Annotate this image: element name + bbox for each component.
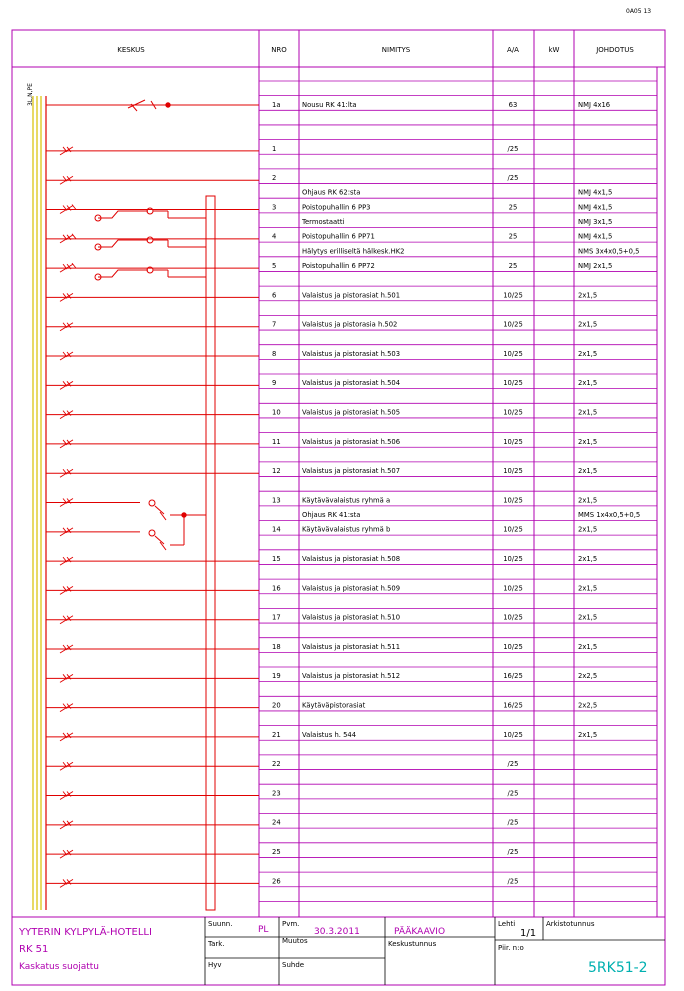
row-nimitys: Valaistus h. 544 [302,730,357,739]
row-aa: /25 [507,818,519,827]
row-johdotus: 2x1,5 [578,467,598,476]
row-johdotus: 2x2,5 [578,701,598,710]
row-nro: 23 [272,789,281,798]
row-aa: 10/25 [503,379,523,388]
row-nimitys: Valaistus ja pistorasiat h.506 [302,437,401,446]
sheet-code: 0A05 13 [626,8,652,15]
row-nimitys: Valaistus ja pistorasiat h.504 [302,379,401,388]
circuit-lines [46,147,259,888]
row-aa: 10/25 [503,291,523,300]
row-nimitys: Käytäväpistorasiat [302,701,366,710]
row-nimitys: Ohjaus RK 41:sta [302,511,361,519]
row-aa: 10/25 [503,320,523,329]
row-johdotus: NMJ 4x1,5 [578,188,613,197]
row-nro: 15 [272,554,281,563]
row-nro: 1a [272,100,281,109]
row-nimitys: Valaistus ja pistorasiat h.503 [302,349,401,358]
row-nimitys: Termostaatti [302,218,345,226]
row-nro: 10 [272,408,281,417]
row-nimitys: Valaistus ja pistorasiat h.510 [302,613,401,622]
row-nimitys: Ohjaus RK 62:sta [302,188,361,197]
row-texts [272,101,640,885]
row-aa: /25 [507,877,519,886]
row-aa: /25 [507,789,519,798]
row-aa: 10/25 [503,642,523,651]
row-johdotus: 2x1,5 [578,437,598,446]
row-johdotus: 2x1,5 [578,525,598,534]
row-nro: 20 [272,701,281,710]
row-johdotus: 2x1,5 [578,379,598,388]
header-kw: kW [548,46,560,54]
row-johdotus: 2x1,5 [578,613,598,622]
row-nro: 11 [272,437,281,446]
row-aa: 10/25 [503,613,523,622]
control-bus [206,196,215,910]
row-johdotus: 2x1,5 [578,408,598,417]
header-nro: NRO [271,46,287,54]
pvm-label: Pvm. [282,920,300,928]
row-johdotus: NMJ 4x1,5 [578,232,613,241]
row-aa: 10/25 [503,437,523,446]
row-aa: 25 [508,232,518,241]
suhde-label: Suhde [282,961,305,969]
row-johdotus: 2x1,5 [578,291,598,300]
hyv-label: Hyv [208,961,222,969]
drawing-number: 5RK51-2 [588,960,648,976]
row-nimitys: Hälytys erilliseltä hälkesk.HK2 [302,247,405,256]
row-nimitys: Poistopuhallin 6 PP72 [302,261,375,270]
muutos-label: Muutos [282,937,308,945]
row-aa: 10/25 [503,408,523,417]
row-johdotus: MMS 1x4x0,5+0,5 [578,511,641,519]
row-johdotus: 2x1,5 [578,349,598,358]
row-nro: 21 [272,730,281,739]
row-nro: 7 [272,320,277,329]
bus-bars [33,96,46,910]
row-johdotus: 2x1,5 [578,320,598,329]
pvm-value: 30.3.2011 [314,927,360,937]
row-johdotus: NMJ 3x1,5 [578,218,613,226]
row-nro: 1 [272,144,277,153]
row-nimitys: Valaistus ja pistorasiat h.501 [302,291,401,300]
row-aa: /25 [507,760,519,769]
row-nro: 18 [272,642,281,651]
row-aa: 10/25 [503,730,523,739]
row-aa: 63 [508,100,518,109]
row-aa: 10/25 [503,554,523,563]
row-aa: 16/25 [503,672,523,681]
row-nro: 16 [272,584,281,593]
drawing-subtitle: Kaskatus suojattu [19,962,99,972]
piir-label: Piir. n:o [498,944,524,952]
row-aa: 16/25 [503,701,523,710]
row-nimitys: Poistopuhallin 6 PP3 [302,203,371,212]
row-johdotus: 2x1,5 [578,584,598,593]
lehti-label: Lehti [498,920,516,928]
title-block [12,917,665,985]
row-aa: 10/25 [503,467,523,476]
drawing-title: PÄÄKAAVIO [394,927,446,937]
row-nro: 24 [272,818,281,827]
row-johdotus: 2x1,5 [578,554,598,563]
row-nimitys: Valaistus ja pistorasia h.502 [302,320,398,329]
row-nimitys: Käytävävalaistus ryhmä a [302,496,391,505]
row-johdotus: 2x1,5 [578,730,598,739]
lehti-value: 1/1 [520,928,537,939]
suunn-label: Suunn. [208,920,233,928]
row-aa: 10/25 [503,584,523,593]
incoming-feeder [46,100,259,111]
row-johdotus: NMJ 2x1,5 [578,261,613,270]
row-nro: 5 [272,261,277,270]
project-name: YYTERIN KYLPYLÄ-HOTELLI [19,927,152,938]
row-nimitys: Nousu RK 41:lta [302,100,357,109]
row-aa: 25 [508,261,518,270]
row-aa: 10/25 [503,525,523,534]
header-nimitys: NIMITYS [381,46,411,54]
row-nro: 25 [272,847,281,856]
tark-label: Tark. [208,940,225,948]
arkistotunnus-label: Arkistotunnus [546,920,595,928]
panel-name: RK 51 [19,944,49,955]
table-header [117,46,634,54]
row-nro: 13 [272,496,281,505]
header-aa: A/A [507,46,519,54]
row-aa: 10/25 [503,349,523,358]
lighting-contactors [149,500,206,550]
row-nro: 22 [272,760,281,769]
row-nimitys: Poistopuhallin 6 PP71 [302,232,375,241]
row-johdotus: 2x1,5 [578,496,598,505]
row-nimitys: Valaistus ja pistorasiat h.508 [302,554,401,563]
row-johdotus: NMJ 4x1,5 [578,203,613,212]
row-nro: 19 [272,672,281,681]
row-nro: 17 [272,613,281,622]
row-nro: 3 [272,203,277,212]
row-aa: /25 [507,144,519,153]
row-johdotus: NMS 3x4x0,5+0,5 [578,247,640,256]
row-nro: 14 [272,525,281,534]
row-nimitys: Valaistus ja pistorasiat h.505 [302,408,401,417]
row-nimitys: Käytävävalaistus ryhmä b [302,525,391,534]
row-nro: 6 [272,291,277,300]
keskustunnus-label: Keskustunnus [388,940,437,948]
row-nro: 8 [272,349,277,358]
row-nimitys: Valaistus ja pistorasiat h.509 [302,584,401,593]
row-nro: 12 [272,467,281,476]
row-nimitys: Valaistus ja pistorasiat h.511 [302,642,401,651]
row-johdotus: 2x1,5 [578,642,598,651]
motor-circuits [95,208,206,280]
row-johdotus: 2x2,5 [578,672,598,681]
header-keskus: KESKUS [117,46,145,54]
header-johdotus: JOHDOTUS [596,46,634,54]
row-aa: /25 [507,847,519,856]
drawing-frame [12,30,665,985]
row-aa: /25 [507,174,519,183]
row-nro: 4 [272,232,277,241]
row-aa: 10/25 [503,496,523,505]
row-aa: 25 [508,203,518,212]
row-nimitys: Valaistus ja pistorasiat h.512 [302,672,401,681]
row-johdotus: NMJ 4x16 [578,100,611,109]
row-nro: 9 [272,379,277,388]
row-nro: 2 [272,174,277,183]
row-nro: 26 [272,877,281,886]
bus-label: 3L,N,PE [27,83,34,106]
row-nimitys: Valaistus ja pistorasiat h.507 [302,467,401,476]
suunn-value: PL [258,925,269,935]
